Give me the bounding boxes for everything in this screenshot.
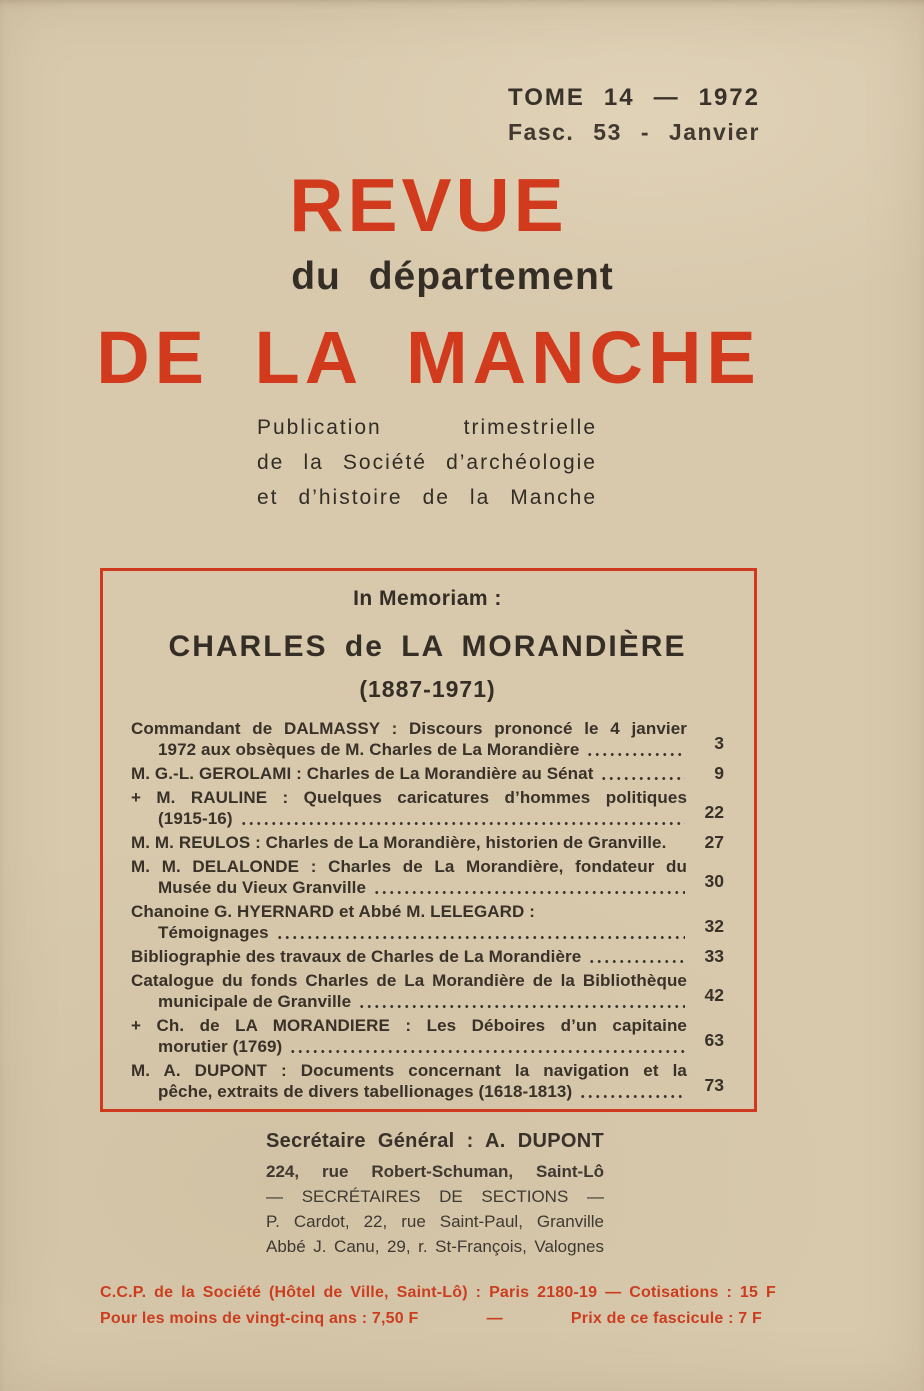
toc-entry-line2: municipale de Granville: [158, 992, 352, 1011]
secretariat-block: [266, 1128, 604, 1259]
issue-fascicule: Fasc. 53 - Janvier: [508, 119, 760, 145]
toc-entry: [131, 1015, 724, 1057]
dot-leader: [289, 1050, 685, 1053]
secretary-general-line: Secrétaire Général : A. DUPONT: [266, 1130, 604, 1152]
subtitle: [257, 410, 597, 515]
toc-entry-line2: 1972 aux obsèques de M. Charles de La Morandière: [158, 740, 580, 759]
title-de-la-manche: DE LA MANCHE: [96, 316, 761, 399]
toc-page-number: 9: [714, 763, 724, 783]
toc-entry: [131, 946, 724, 967]
toc-entry-line1: M. M. DELALONDE : Charles de La Morandière, fondateur du: [131, 857, 687, 876]
toc-entry-line1: + M. RAULINE : Quelques caricatures d’hommes politiques: [131, 788, 687, 807]
footer-dash: —: [486, 1310, 503, 1327]
toc-entry: [131, 1060, 724, 1102]
toc-entry-line1: Commandant de DALMASSY : Discours prononcé le 4 janvier: [131, 719, 687, 738]
toc-page-number: 30: [704, 871, 724, 891]
title-revue: REVUE: [289, 163, 568, 247]
toc-entry-line1: Bibliographie des travaux de Charles de La Morandière: [131, 947, 582, 966]
toc-entry: [131, 763, 724, 784]
toc-entry-line2: Musée du Vieux Granville: [158, 878, 367, 897]
toc-page-number: 42: [704, 985, 724, 1005]
footer-issue-price: Prix de ce fascicule : 7 F: [570, 1310, 762, 1327]
toc-entry-line1: M. M. REULOS : Charles de La Morandière, historien de Granville.: [131, 833, 667, 852]
toc-entry-line1: Catalogue du fonds Charles de La Morandière de la Bibliothèque: [131, 971, 687, 990]
issue-tome: TOME 14 — 1972: [508, 84, 760, 111]
dot-leader: [586, 753, 685, 756]
footer-price-line: [100, 1306, 762, 1332]
footer-reduced-rate: Pour les moins de vingt-cinq ans : 7,50 F: [100, 1310, 419, 1327]
dot-leader: [373, 891, 685, 894]
toc-honoree-name: CHARLES de LA MORANDIÈRE: [168, 630, 687, 663]
toc-box: [100, 568, 757, 1112]
toc-list: [131, 718, 724, 1102]
toc-honoree-dates: (1887-1971): [359, 676, 496, 702]
toc-page-number: 63: [704, 1030, 724, 1050]
dot-leader: [579, 1095, 685, 1098]
toc-entry-line1: + Ch. de LA MORANDIERE : Les Déboires d’un capitaine: [131, 1016, 687, 1035]
toc-entry: [131, 718, 724, 760]
section-secretaries-heading: — SECRÉTAIRES DE SECTIONS —: [266, 1187, 604, 1206]
toc-entry-line2: morutier (1769): [158, 1037, 283, 1056]
toc-page-number: 73: [704, 1075, 724, 1095]
issue-info: [508, 84, 760, 146]
toc-entry: [131, 970, 724, 1012]
toc-entry-line2: Témoignages: [158, 923, 269, 942]
subtitle-line-1: Publication trimestrielle: [257, 416, 597, 439]
toc-page-number: 22: [704, 802, 724, 822]
toc-entry-line1: Chanoine G. HYERNARD et Abbé M. LELEGARD :: [131, 902, 536, 921]
toc-heading-in-memoriam: In Memoriam :: [353, 587, 502, 610]
toc-entry: [131, 832, 724, 853]
footer-ccp-line: C.C.P. de la Société (Hôtel de Ville, Saint-Lô) : Paris 2180-19 — Cotisations : 15 F: [100, 1284, 776, 1301]
toc-entry-line1: M. G.-L. GEROLAMI : Charles de La Morandière au Sénat: [131, 764, 594, 783]
section-secretary-granville: P. Cardot, 22, rue Saint-Paul, Granville: [266, 1212, 604, 1231]
title-department: du département: [291, 255, 614, 298]
toc-page-number: 27: [704, 832, 724, 852]
dot-leader: [276, 936, 685, 939]
toc-page-number: 33: [704, 946, 724, 966]
section-secretary-valognes: Abbé J. Canu, 29, r. St-François, Valognes: [266, 1237, 604, 1256]
dot-leader: [588, 960, 685, 963]
subtitle-line-2: de la Société d’archéologie: [257, 451, 597, 474]
toc-entry: [131, 901, 724, 943]
toc-entry: [131, 787, 724, 829]
dot-leader: [240, 822, 685, 825]
secretary-address-line: 224, rue Robert-Schuman, Saint-Lô: [266, 1162, 604, 1181]
toc-page-number: 3: [714, 733, 724, 753]
toc-page-number: 32: [704, 916, 724, 936]
dot-leader: [358, 1005, 685, 1008]
toc-entry-line2: pêche, extraits de divers tabellionages (1618-1813): [158, 1082, 573, 1101]
toc-entry-line1: M. A. DUPONT : Documents concernant la navigation et la: [131, 1061, 687, 1080]
dot-leader: [600, 777, 685, 780]
footer-block: [100, 1280, 776, 1332]
toc-entry-line2: (1915-16): [158, 809, 233, 828]
toc-entry: [131, 856, 724, 898]
subtitle-line-3: et d’histoire de la Manche: [257, 486, 597, 509]
